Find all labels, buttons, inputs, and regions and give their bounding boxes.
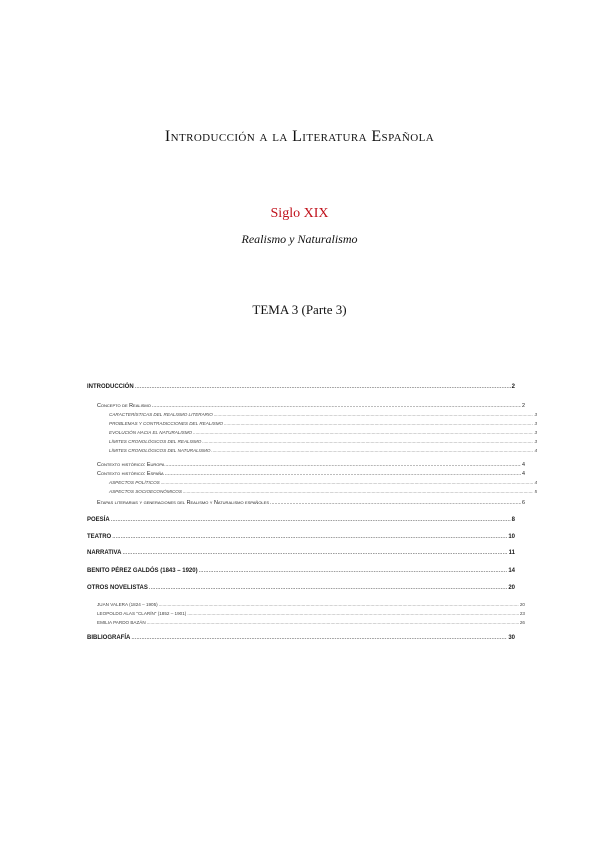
toc-leader-dots — [211, 448, 533, 453]
period-heading: Siglo XIX — [270, 206, 329, 221]
toc-entry-label: Etapas literarias y generaciones del Realismo y Naturalismo españoles — [97, 500, 269, 506]
toc-entry-page: 8 — [511, 517, 515, 523]
toc-entry-label: LÍMITES CRONOLÓGICOS DEL NATURALISMO — [109, 448, 211, 453]
toc-leader-dots — [199, 568, 508, 574]
toc-entry-label: Contexto histórico: España — [97, 471, 164, 477]
toc-entry-page: 3 — [534, 421, 537, 426]
toc-entry-label: PROBLEMAS Y CONTRADICCIONES DEL REALISMO — [109, 421, 224, 426]
toc-entry-page: 6 — [522, 500, 525, 506]
toc-entry-page: 20 — [508, 585, 515, 591]
toc-entry[interactable] — [87, 635, 515, 641]
toc-leader-dots — [270, 500, 521, 506]
toc-leader-dots — [122, 550, 507, 556]
toc-leader-dots — [149, 585, 507, 591]
toc-leader-dots — [224, 421, 533, 426]
toc-leader-dots — [165, 462, 521, 468]
toc-entry-page: 26 — [519, 620, 525, 625]
toc-entry[interactable] — [87, 480, 537, 485]
toc-entry[interactable] — [87, 611, 525, 616]
toc-entry-page: 3 — [534, 439, 537, 444]
toc-entry-page: 2 — [511, 384, 515, 390]
toc-entry-label: TEATRO — [87, 534, 112, 540]
toc-entry-label: BENITO PÉREZ GALDÓS (1843 – 1920) — [87, 568, 198, 574]
toc-entry-page: 23 — [519, 611, 525, 616]
toc-entry-page: 4 — [534, 480, 537, 485]
toc-entry-page: 4 — [522, 462, 525, 468]
toc-leader-dots — [193, 430, 533, 435]
toc-leader-dots — [187, 611, 519, 616]
toc-entry[interactable] — [87, 602, 525, 607]
toc-entry[interactable] — [87, 517, 515, 523]
toc-entry-page: 4 — [534, 448, 537, 453]
toc-leader-dots — [159, 602, 519, 607]
toc-entry-label: ASPECTOS POLÍTICOS — [109, 480, 160, 485]
toc-entry-page: 5 — [534, 489, 537, 494]
toc-entry[interactable] — [87, 448, 537, 453]
toc-entry-page: 20 — [519, 602, 525, 607]
toc-entry-page: 3 — [534, 430, 537, 435]
toc-entry-label: OTROS NOVELISTAS — [87, 585, 148, 591]
toc-entry-page: 30 — [508, 635, 515, 641]
toc-entry-label: LEOPOLDO ALAS "CLARÍN" (1852 – 1901) — [97, 611, 187, 616]
toc-entry-label: LÍMITES CRONOLÓGICOS DEL REALISMO — [109, 439, 202, 444]
toc-entry[interactable] — [87, 421, 537, 426]
toc-entry-label: BIBLIOGRAFÍA — [87, 635, 131, 641]
toc-entry[interactable] — [87, 462, 525, 468]
toc-leader-dots — [111, 517, 511, 523]
toc-leader-dots — [147, 620, 519, 625]
toc-leader-dots — [135, 384, 511, 390]
toc-leader-dots — [161, 480, 534, 485]
toc-entry[interactable] — [87, 568, 515, 574]
toc-entry[interactable] — [87, 403, 525, 409]
toc-entry-label: EMILIA PARDO BAZÁN — [97, 620, 146, 625]
toc-entry[interactable] — [87, 384, 515, 390]
toc-entry-label: Contexto histórico: Europa — [97, 462, 165, 468]
toc-leader-dots — [152, 403, 521, 409]
toc-entry-label: JUAN VALERA (1824 – 1905) — [97, 602, 158, 607]
toc-entry[interactable] — [87, 550, 515, 556]
toc-entry[interactable] — [87, 439, 537, 444]
toc-leader-dots — [202, 439, 533, 444]
toc-entry-page: 11 — [508, 550, 515, 556]
toc-leader-dots — [214, 412, 534, 417]
tema-heading: TEMA 3 (Parte 3) — [252, 302, 347, 317]
toc-entry-page: 2 — [522, 403, 525, 409]
toc-entry-label: EVOLUCIÓN HACIA EL NATURALISMO — [109, 430, 193, 435]
toc-entry-label: CARACTERÍSTICAS DEL REALISMO LITERARIO — [109, 412, 213, 417]
toc-entry-page: 10 — [508, 534, 515, 540]
toc-entry[interactable] — [87, 620, 525, 625]
toc-entry[interactable] — [87, 534, 515, 540]
toc-leader-dots — [183, 489, 534, 494]
toc-entry-label: Concepto de Realismo — [97, 403, 151, 409]
toc-entry-label: ASPECTOS SOCIOECONÓMICOS — [109, 489, 182, 494]
toc-entry[interactable] — [87, 489, 537, 494]
toc-leader-dots — [165, 471, 521, 477]
toc-entry-label: INTRODUCCIÓN — [87, 384, 134, 390]
toc-entry-page: 4 — [522, 471, 525, 477]
toc-leader-dots — [131, 635, 507, 641]
toc-entry[interactable] — [87, 412, 537, 417]
toc-entry-page: 3 — [534, 412, 537, 417]
toc-entry-page: 14 — [508, 568, 515, 574]
toc-entry[interactable] — [87, 585, 515, 591]
toc-entry[interactable] — [87, 500, 525, 506]
toc-entry[interactable] — [87, 430, 537, 435]
movement-heading: Realismo y Naturalismo — [241, 232, 358, 246]
toc-entry-label: NARRATIVA — [87, 550, 122, 556]
toc-entry[interactable] — [87, 471, 525, 477]
toc-leader-dots — [112, 534, 507, 540]
document-title: Introducción a la Literatura Española — [164, 128, 435, 145]
toc-entry-label: POESÍA — [87, 517, 110, 523]
